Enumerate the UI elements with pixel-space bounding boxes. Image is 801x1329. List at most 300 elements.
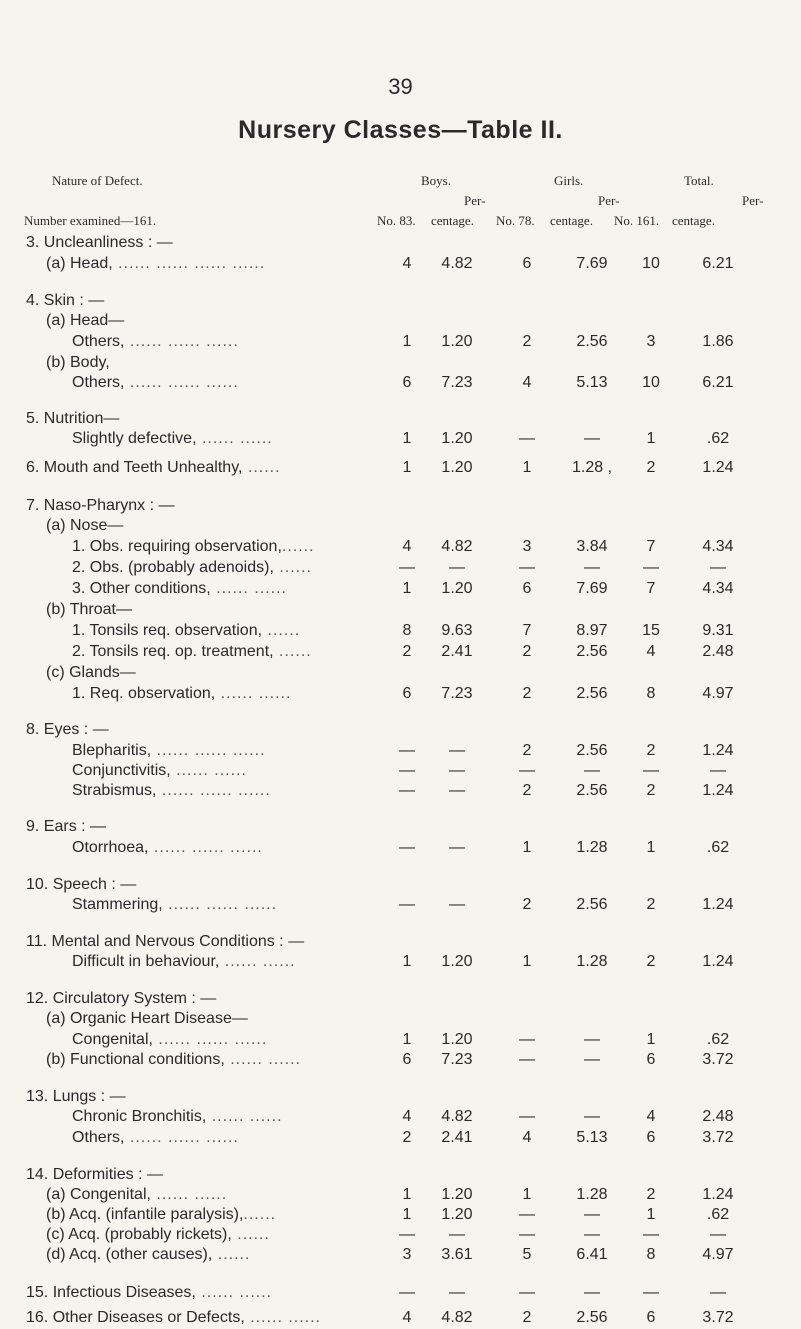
cell-girls-no: — [519, 1284, 535, 1301]
cell-total-percentage: .62 [706, 1031, 730, 1048]
table-row [0, 782, 801, 802]
cell-boys-percentage: 1.20 [441, 1031, 473, 1048]
cell-girls-no: 7 [522, 622, 532, 639]
cell-total-no: 4 [646, 643, 656, 660]
cell-girls-percentage: 2.56 [576, 782, 608, 799]
cell-boys-no: — [399, 762, 415, 779]
row-label-text: Others, [72, 1129, 125, 1146]
table-row [0, 839, 801, 859]
header-girls-no: No. 78. [496, 213, 535, 228]
cell-boys-no: — [399, 896, 415, 913]
row-label [26, 1284, 272, 1302]
leader-dots: ...... ...... ...... [151, 742, 266, 759]
cell-boys-percentage: — [449, 782, 465, 799]
cell-total-no: 3 [646, 333, 656, 350]
row-label-text: (a) Head, [46, 255, 113, 272]
row-label [26, 1166, 163, 1184]
leader-dots: ...... ...... ...... [156, 782, 271, 799]
cell-boys-no: 1 [402, 333, 412, 350]
row-label-text: Difficult in behaviour, [72, 953, 220, 970]
cell-boys-percentage: 2.41 [441, 643, 473, 660]
leader-dots: ...... ...... [195, 1284, 273, 1301]
row-label [72, 643, 312, 661]
cell-girls-percentage: 1.28 [576, 1186, 608, 1203]
cell-total-no: 2 [646, 953, 656, 970]
cell-girls-percentage: 1.28 [576, 953, 608, 970]
cell-girls-percentage: — [584, 1031, 600, 1048]
table-row [0, 497, 801, 517]
table-row [0, 1010, 801, 1030]
leader-dots: ...... ...... [206, 1108, 283, 1125]
table-row [0, 818, 801, 838]
cell-boys-no: — [399, 782, 415, 799]
cell-girls-no: 1 [522, 459, 532, 476]
cell-girls-percentage: 2.56 [576, 742, 608, 759]
row-label-text: (b) Acq. (infantile paralysis), [46, 1206, 244, 1223]
header-boys: Boys. [421, 173, 451, 188]
table-row [0, 685, 801, 705]
cell-boys-percentage: 4.82 [441, 1309, 473, 1326]
cell-boys-no: 1 [402, 580, 412, 597]
cell-total-no: 8 [646, 685, 656, 702]
table-row [0, 255, 801, 275]
cell-girls-percentage: 1.28 [576, 839, 608, 856]
cell-girls-no: — [519, 1226, 535, 1243]
row-label-text: (a) Nose— [46, 517, 124, 534]
table-row [0, 1226, 801, 1246]
row-label [46, 1206, 276, 1224]
row-label-text: Strabismus, [72, 782, 157, 799]
cell-boys-no: 4 [402, 1309, 412, 1326]
table-row [0, 1186, 801, 1206]
cell-total-percentage: 1.24 [702, 459, 734, 476]
cell-boys-no: 6 [402, 374, 412, 391]
cell-total-no: 1 [646, 1206, 656, 1223]
table-row [0, 664, 801, 684]
cell-boys-percentage: — [449, 742, 465, 759]
cell-boys-percentage: 1.20 [441, 953, 473, 970]
cell-total-no: 1 [646, 430, 656, 447]
header-girls: Girls. [554, 173, 584, 188]
row-label-text: 8. Eyes : — [26, 721, 109, 738]
leader-dots: ...... [273, 559, 313, 576]
cell-girls-percentage: — [584, 1284, 600, 1301]
cell-boys-percentage: 4.82 [441, 255, 473, 272]
row-label [26, 1088, 126, 1106]
table-row [0, 643, 801, 663]
leader-dots: ...... [242, 459, 281, 476]
row-label-text: 14. Deformities : — [26, 1166, 163, 1183]
row-label-text: (a) Head— [46, 312, 125, 329]
cell-total-percentage: 4.97 [702, 1246, 734, 1263]
cell-girls-no: — [519, 1031, 535, 1048]
row-label [46, 312, 124, 330]
row-label [46, 255, 265, 273]
cell-boys-no: 1 [402, 1186, 412, 1203]
cell-girls-percentage: 2.56 [576, 1309, 608, 1326]
cell-total-no: 6 [646, 1309, 656, 1326]
cell-boys-no: 4 [402, 255, 412, 272]
cell-boys-percentage: 1.20 [441, 459, 473, 476]
cell-total-percentage: 3.72 [702, 1309, 734, 1326]
row-label [72, 580, 287, 598]
row-label [72, 1129, 239, 1147]
cell-total-percentage: .62 [706, 1206, 730, 1223]
header-boys-pc: centage. [431, 213, 474, 228]
row-label [72, 333, 239, 351]
cell-boys-no: 4 [402, 1108, 412, 1125]
cell-boys-percentage: — [449, 896, 465, 913]
cell-total-no: 15 [642, 622, 660, 639]
header-examined: Number examined—161. [24, 213, 157, 228]
cell-boys-percentage: 4.82 [441, 1108, 473, 1125]
cell-girls-percentage: 2.56 [576, 333, 608, 350]
cell-girls-percentage: 2.56 [576, 896, 608, 913]
cell-total-percentage: 6.21 [702, 374, 734, 391]
header-boys-no: No. 83. [377, 213, 416, 228]
cell-total-no: 2 [646, 896, 656, 913]
table-row [0, 990, 801, 1010]
leader-dots: ...... ...... [210, 580, 287, 597]
leader-dots: ...... [281, 538, 315, 555]
row-label-text: (b) Functional conditions, [46, 1051, 225, 1068]
row-label [46, 601, 132, 619]
leader-dots: ...... [212, 1246, 251, 1263]
cell-total-percentage: — [710, 762, 726, 779]
cell-girls-no: 2 [522, 1309, 532, 1326]
leader-dots: ...... ...... [150, 1186, 228, 1203]
cell-girls-no: 2 [522, 896, 532, 913]
row-label [72, 896, 277, 914]
row-label [26, 292, 104, 310]
cell-total-percentage: 1.24 [702, 953, 734, 970]
cell-boys-percentage: 4.82 [441, 538, 473, 555]
row-label [26, 410, 119, 428]
cell-boys-no: 1 [402, 430, 412, 447]
row-label [72, 782, 271, 800]
cell-total-no: 2 [646, 742, 656, 759]
table-row [0, 1166, 801, 1186]
row-label [26, 459, 281, 477]
cell-girls-percentage: 2.56 [576, 685, 608, 702]
table-row [0, 459, 801, 479]
cell-boys-no: 2 [402, 643, 412, 660]
leader-dots: ...... ...... ...... [124, 1129, 239, 1146]
cell-girls-no: 4 [522, 374, 532, 391]
table-row [0, 953, 801, 973]
cell-boys-no: — [399, 1284, 415, 1301]
row-label [46, 517, 123, 535]
table-row [0, 1088, 801, 1108]
table-row [0, 1284, 801, 1304]
cell-total-no: 7 [646, 580, 656, 597]
row-label-text: 6. Mouth and Teeth Unhealthy, [26, 459, 243, 476]
cell-girls-percentage: 8.97 [576, 622, 608, 639]
row-label-text: (a) Congenital, [46, 1186, 151, 1203]
cell-total-percentage: 6.21 [702, 255, 734, 272]
row-label-text: (c) Glands— [46, 664, 136, 681]
cell-boys-percentage: — [449, 839, 465, 856]
row-label-text: 7. Naso-Pharynx : — [26, 497, 175, 514]
row-label-text: (a) Organic Heart Disease— [46, 1010, 248, 1027]
cell-total-no: 6 [646, 1051, 656, 1068]
cell-girls-percentage: 1.28 , [571, 459, 613, 476]
cell-girls-percentage: — [584, 430, 600, 447]
cell-girls-no: 6 [522, 580, 532, 597]
row-label [46, 354, 110, 372]
page-title: Nursery Classes—Table II. [238, 116, 563, 144]
leader-dots: ...... ...... ...... [124, 333, 239, 350]
cell-total-percentage: 2.48 [702, 643, 734, 660]
row-label [72, 839, 263, 857]
cell-girls-no: 2 [522, 782, 532, 799]
cell-girls-percentage: — [584, 1051, 600, 1068]
row-label [46, 664, 136, 682]
row-label-text: 1. Req. observation, [72, 685, 216, 702]
cell-girls-percentage: 3.84 [576, 538, 608, 555]
row-label-text: (b) Throat— [46, 601, 132, 618]
cell-girls-no: 2 [522, 742, 532, 759]
row-label [26, 497, 175, 515]
row-label [72, 538, 315, 556]
cell-girls-no: — [519, 1051, 535, 1068]
row-label [26, 818, 106, 836]
leader-dots: ...... ...... [219, 953, 296, 970]
leader-dots: ...... ...... ...... [148, 839, 263, 856]
cell-total-no: 8 [646, 1246, 656, 1263]
cell-boys-no: — [399, 742, 415, 759]
cell-total-no: 2 [646, 459, 656, 476]
cell-total-percentage: .62 [706, 839, 730, 856]
table-row [0, 559, 801, 579]
cell-boys-no: 2 [402, 1129, 412, 1146]
cell-girls-percentage: 5.13 [576, 374, 608, 391]
row-label-text: 5. Nutrition— [26, 410, 120, 427]
cell-boys-no: 6 [402, 685, 412, 702]
leader-dots: ...... ...... ...... ...... [112, 255, 266, 272]
cell-total-percentage: .62 [706, 430, 730, 447]
row-label-text: Blepharitis, [72, 742, 152, 759]
cell-girls-no: 2 [522, 333, 532, 350]
row-label [26, 1309, 321, 1327]
table-row [0, 721, 801, 741]
cell-total-no: — [643, 1284, 659, 1301]
table-row [0, 333, 801, 353]
cell-girls-percentage: — [584, 559, 600, 576]
table-row [0, 1246, 801, 1266]
cell-boys-percentage: 1.20 [441, 1186, 473, 1203]
header-per-boys: Per- [464, 193, 486, 208]
row-label [46, 1051, 301, 1069]
header-per-girls: Per- [598, 193, 620, 208]
row-label [26, 990, 216, 1008]
cell-boys-no: 8 [402, 622, 412, 639]
header-nature: Nature of Defect. [52, 173, 143, 188]
cell-total-percentage: 4.34 [702, 538, 734, 555]
cell-boys-percentage: 3.61 [441, 1246, 473, 1263]
row-label-text: 3. Other conditions, [72, 580, 211, 597]
row-label-text: Others, [72, 333, 125, 350]
row-label [72, 1031, 267, 1049]
row-label [72, 953, 296, 971]
row-label-text: 11. Mental and Nervous Conditions : — [26, 933, 305, 950]
cell-girls-no: 2 [522, 643, 532, 660]
cell-total-no: 10 [642, 255, 660, 272]
cell-total-no: 2 [646, 782, 656, 799]
leader-dots: ...... [231, 1226, 270, 1243]
cell-boys-percentage: — [449, 762, 465, 779]
cell-boys-percentage: 1.20 [441, 1206, 473, 1223]
cell-girls-percentage: 5.13 [576, 1129, 608, 1146]
row-label-text: (b) Body, [46, 354, 110, 371]
table-row [0, 1206, 801, 1226]
cell-boys-percentage: — [449, 1284, 465, 1301]
row-label-text: Stammering, [72, 896, 163, 913]
row-label [72, 622, 300, 640]
row-label-text: Slightly defective, [72, 430, 197, 447]
row-label-text: Conjunctivitis, [72, 762, 171, 779]
table-row [0, 430, 801, 450]
cell-boys-no: 3 [402, 1246, 412, 1263]
row-label-text: 16. Other Diseases or Defects, [26, 1309, 245, 1326]
table-row [0, 1129, 801, 1149]
row-label-text: 9. Ears : — [26, 818, 107, 835]
leader-dots: ...... ...... [244, 1309, 321, 1326]
row-label [26, 234, 173, 252]
leader-dots: ...... ...... ...... [162, 896, 278, 913]
row-label-text: 3. Uncleanliness : — [26, 234, 173, 251]
row-label-text: 1. Obs. requiring observation, [72, 538, 282, 555]
cell-girls-no: 6 [522, 255, 532, 272]
cell-girls-percentage: 2.56 [576, 643, 608, 660]
cell-boys-percentage: — [449, 1226, 465, 1243]
row-label-text: 13. Lungs : — [26, 1088, 126, 1105]
leader-dots: ...... ...... [224, 1051, 301, 1068]
cell-boys-no: — [399, 839, 415, 856]
cell-girls-no: — [519, 430, 535, 447]
cell-total-percentage: — [710, 1226, 726, 1243]
table-row [0, 1108, 801, 1128]
row-label-text: 15. Infectious Diseases, [26, 1284, 196, 1301]
table-row [0, 292, 801, 312]
cell-girls-percentage: — [584, 1226, 600, 1243]
cell-boys-no: 6 [402, 1051, 412, 1068]
row-label-text: (d) Acq. (other causes), [46, 1246, 213, 1263]
cell-boys-percentage: 1.20 [441, 333, 473, 350]
cell-boys-no: 1 [402, 953, 412, 970]
row-label [72, 1108, 283, 1126]
cell-boys-no: 4 [402, 538, 412, 555]
row-label [72, 430, 273, 448]
table-row [0, 1309, 801, 1329]
row-label [46, 1186, 227, 1204]
cell-girls-no: 5 [522, 1246, 532, 1263]
cell-total-percentage: 3.72 [702, 1051, 734, 1068]
leader-dots: ...... [262, 622, 301, 639]
table-row [0, 410, 801, 430]
table-row [0, 896, 801, 916]
cell-girls-percentage: — [584, 762, 600, 779]
table-row [0, 876, 801, 896]
leader-dots: ...... ...... [170, 762, 247, 779]
table-row [0, 601, 801, 621]
cell-boys-no: 1 [402, 1206, 412, 1223]
cell-girls-percentage: — [584, 1206, 600, 1223]
cell-boys-no: — [399, 1226, 415, 1243]
table-row [0, 622, 801, 642]
row-label [72, 762, 247, 780]
table-row [0, 354, 801, 374]
row-label-text: 2. Tonsils req. op. treatment, [72, 643, 274, 660]
page-number: 39 [388, 74, 413, 99]
table-row [0, 1031, 801, 1051]
leader-dots: ...... ...... ...... [152, 1031, 268, 1048]
header-total: Total. [684, 173, 714, 188]
cell-total-no: 2 [646, 1186, 656, 1203]
cell-total-percentage: 2.48 [702, 1108, 734, 1125]
cell-girls-percentage: 7.69 [576, 255, 608, 272]
row-label-text: 12. Circulatory System : — [26, 990, 217, 1007]
cell-total-percentage: — [710, 1284, 726, 1301]
table-row [0, 742, 801, 762]
cell-total-percentage: — [710, 559, 726, 576]
cell-boys-no: 1 [402, 459, 412, 476]
row-label [46, 1226, 270, 1244]
table-row [0, 1051, 801, 1071]
header-total-pc: centage. [672, 213, 715, 228]
cell-girls-no: — [519, 762, 535, 779]
row-label-text: 2. Obs. (probably adenoids), [72, 559, 274, 576]
row-label [46, 1010, 248, 1028]
cell-girls-percentage: 6.41 [576, 1246, 608, 1263]
table-row [0, 374, 801, 394]
cell-total-no: — [643, 1226, 659, 1243]
row-label [72, 559, 312, 577]
row-label [72, 685, 291, 703]
cell-boys-percentage: 7.23 [441, 1051, 473, 1068]
cell-total-no: 4 [646, 1108, 656, 1125]
table-row [0, 234, 801, 254]
cell-boys-percentage: 1.20 [441, 430, 473, 447]
cell-girls-no: — [519, 1108, 535, 1125]
cell-total-percentage: 9.31 [702, 622, 734, 639]
leader-dots: ...... [243, 1206, 277, 1223]
row-label [46, 1246, 250, 1264]
table-row [0, 933, 801, 953]
row-label-text: (c) Acq. (probably rickets), [46, 1226, 232, 1243]
row-label-text: 10. Speech : — [26, 876, 137, 893]
cell-girls-no: 2 [522, 685, 532, 702]
cell-total-no: 7 [646, 538, 656, 555]
cell-boys-percentage: 7.23 [441, 374, 473, 391]
cell-girls-percentage: — [584, 1108, 600, 1125]
row-label [26, 876, 136, 894]
table-row [0, 538, 801, 558]
cell-total-percentage: 1.24 [702, 742, 734, 759]
cell-total-no: 1 [646, 839, 656, 856]
cell-total-no: — [643, 559, 659, 576]
cell-total-no: 1 [646, 1031, 656, 1048]
cell-girls-no: 4 [522, 1129, 532, 1146]
cell-total-percentage: 4.34 [702, 580, 734, 597]
cell-total-no: 10 [642, 374, 660, 391]
leader-dots: ...... ...... ...... [124, 374, 239, 391]
row-label [26, 721, 109, 739]
cell-boys-percentage: 7.23 [441, 685, 473, 702]
row-label-text: 4. Skin : — [26, 292, 105, 309]
leader-dots: ...... [273, 643, 312, 660]
cell-total-no: — [643, 762, 659, 779]
